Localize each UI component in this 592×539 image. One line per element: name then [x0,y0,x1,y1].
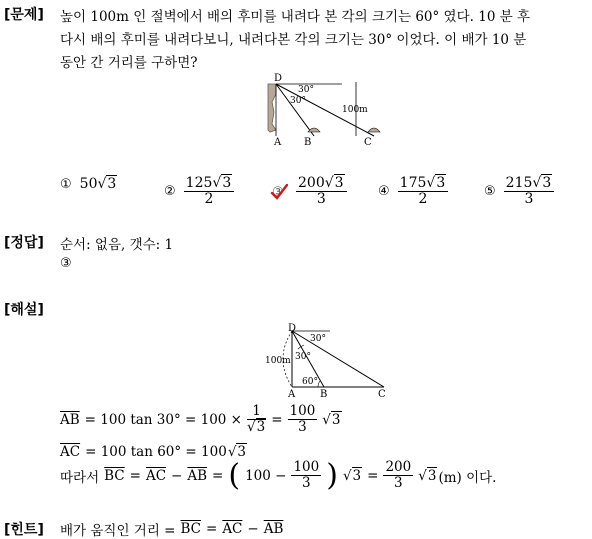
cliff-figure-2 [262,323,392,399]
problem-line-3: 동안 간 거리를 구하면? [60,55,198,71]
solution-eq1-radicand: 3 [331,411,341,428]
solution-eq3-suffix: (m) 이다. [438,469,497,486]
hint-segment-bc: $\overline{BC}$ [180,521,201,537]
answer-label: [정답] [4,235,44,251]
hint-segment-ab: $\overline{AB}$ [263,521,284,537]
fig2-angle-base: 60° [302,377,318,387]
solution-eq3-radicand: 3 [352,467,362,484]
solution-eq1-sqrt: 3 [256,419,266,435]
choice-3-den: 3 [316,191,326,207]
segment-ac-2: $\overline{AC}$ [145,467,167,484]
solution-eq2: = 100 tan 60° = 100 [85,444,227,460]
hint-segment-ac: $\overline{AC}$ [222,521,243,537]
choice-3[interactable]: ③ $\frac{200√3}{3}$ [272,176,347,207]
solution-line-3: 따라서 $\overline{BC}$ = $\overline{AC}$ − $\overline{AB}$ = ( 100 − $\frac{100}{3}$ ) √3 = $\frac{200}{3}$ √3 (m) 이다. [60,457,497,493]
solution-eq3-res-num: 200 [385,459,412,475]
solution-eq3-prefix: 따라서 [60,469,100,486]
fig2-height: 100m [265,356,291,366]
checkmark-icon [270,184,288,200]
fig1-label-b: B [304,137,312,148]
choice-2-radicand: 3 [222,175,232,191]
solution-eq1-one: 1 [247,404,266,420]
choice-5-den: 3 [524,191,534,207]
solution-eq1-num: 100 [289,403,316,419]
choice-2[interactable]: ② $\frac{125√3}{2}$ [164,176,234,207]
choice-5-number: ⑤ [484,184,496,199]
segment-ab-2: $\overline{AB}$ [187,467,208,484]
choice-1-radicand: 3 [107,176,117,192]
choice-3-radicand: 3 [334,175,344,191]
hint-text: 배가 움직인 거리 = [60,523,176,539]
fig1-label-c: C [364,137,372,148]
choice-2-coef: 125 [185,175,213,191]
choice-4-coef: 175 [399,175,427,191]
fig2-angle-mid: 30° [295,352,311,362]
choice-3-coef: 200 [298,175,325,191]
hint-line: 배가 움직인 거리 = $\overline{BC}$ = $\overline{AC}$ − $\overline{AB}$ [60,521,284,539]
choice-2-den: 2 [204,191,214,207]
fig2-label-c: C [378,389,386,399]
fig1-angle-1: 30° [298,85,314,95]
choice-2-number: ② [164,184,176,199]
choice-5-radicand: 3 [542,175,552,191]
solution-line-2: $\overline{AC}$ = 100 tan 60° = 100 √3 [60,444,247,460]
solution-eq3-num: 100 [293,459,320,475]
problem-line-1: 높이 100m 인 절벽에서 배의 후미를 내려다 본 각의 크기는 60° 였다. 10 분 후 [60,9,531,25]
choice-4-number: ④ [378,184,390,199]
solution-eq3-paren-a: 100 − [245,467,287,484]
fig1-label-a: A [274,137,282,148]
choice-5-coef: 215 [505,175,533,191]
solution-eq3-res-den: 3 [394,475,403,491]
choice-4-den: 2 [418,191,428,207]
solution-eq1-mid: = 100 tan 30° = 100 × [84,411,242,428]
solution-eq3-den: 3 [302,475,311,491]
fig2-label-a: A [288,389,296,399]
hint-label: [힌트] [4,522,44,538]
cliff-figure-1 [262,72,392,148]
answer-value: ③ [60,256,72,271]
solution-eq1-den: 3 [298,419,307,435]
segment-ab: $\overline{AB}$ [60,411,80,428]
choice-1-number: ① [60,176,72,192]
answer-meta: 순서: 없음, 갯수: 1 [60,237,174,253]
fig1-height: 100m [342,105,368,115]
choice-5[interactable]: ⑤ $\frac{215√3}{3}$ [484,176,554,207]
fig2-label-b: B [320,389,328,399]
choice-4[interactable]: ④ $\frac{175√3}{2}$ [378,176,448,207]
choice-3-number: ③ [272,184,284,200]
segment-ac: $\overline{AC}$ [60,444,81,460]
choice-1-coef: 50 [79,176,98,192]
fig1-label-d: D [274,73,283,84]
choice-1[interactable]: ① 50√3 [60,176,117,192]
fig2-label-d: D [288,323,297,334]
segment-bc: $\overline{BC}$ [104,467,125,484]
solution-eq2-radicand: 3 [237,444,247,460]
explanation-label: [해설] [4,302,44,318]
fig1-angle-2: 30° [290,96,306,106]
solution-eq1-equals: = [271,411,283,428]
solution-line-1: $\overline{AB}$ = 100 tan 30° = 100 × $\frac{1}{√3}$ = $\frac{100}{3}$ √3 [60,403,341,435]
fig2-angle-top: 30° [310,334,326,344]
problem-line-2: 다시 배의 후미를 내려다보니, 내려다본 각의 크기는 30° 이었다. 이 배가 10 분 [60,32,527,48]
solution-eq3-res-radicand: 3 [427,467,437,484]
problem-label: [문제] [4,7,44,23]
choice-4-radicand: 3 [436,175,446,191]
